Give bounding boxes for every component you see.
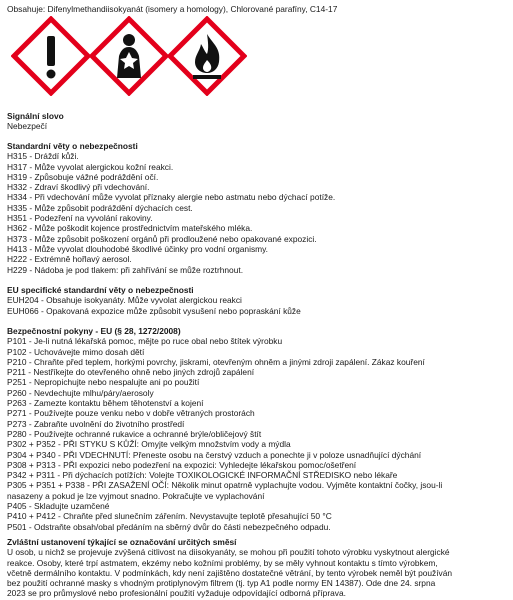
hazard-statement: H332 - Zdraví škodlivý při vdechování. [7, 182, 150, 193]
special-heading: Zvláštní ustanovení týkající se označování určitých směsí [7, 537, 237, 547]
precaution-statement: P251 - Nepropichujte nebo nespalujte ani po použití [7, 377, 200, 388]
hazard-statement: H334 - Při vdechování může vyvolat příznaky alergie nebo astmatu nebo dýchací potíže. [7, 192, 336, 203]
special-text-line: reakce. Osoby, které trpí astmatem, ekzémy nebo kožními problémy, by se měly vyhnout kontaktu s tímto výrobkem, [7, 557, 438, 568]
precaution-statement-continued: nasazeny a pokud je lze vyjmout snadno. Pokračujte ve vyplachování [7, 490, 265, 501]
precaution-statement: P280 - Používejte ochranné rukavice a ochranné brýle/obličejový štít [7, 428, 262, 439]
precaution-statement: P102 - Uchovávejte mimo dosah dětí [7, 346, 145, 357]
hazard-statement: H413 - Může vyvolat dlouhodobé škodlivé účinky pro vodní organismy. [7, 243, 269, 254]
contains-line: Obsahuje: Difenylmethandiisokyanát (isomery a homology), Chlorované parafíny, C14-17 [7, 4, 338, 14]
flame-icon [167, 16, 247, 96]
hazard-statement: H335 - Může způsobit podráždění dýchacích cest. [7, 202, 193, 213]
precaution-heading: Bezpečnostní pokyny - EU (§ 28, 1272/2008) [7, 326, 181, 336]
special-text-line: bez použití ochranné masky s vhodným protiplynovým filtrem (tj. typ A1 podle normy EN 14387). Ode dne 24. srpna [7, 578, 436, 589]
hazard-statements-section [7, 141, 507, 275]
special-text-line: 2023 se pro průmyslové nebo profesionální použití vyžaduje odpovídající odborná příprava. [7, 588, 346, 599]
signal-word: Nebezpečí [7, 121, 48, 132]
hazard-statement: H362 - Může poškodit kojence prostřednictvím mateřského mléka. [7, 223, 253, 234]
hazard-statement: H315 - Dráždí kůži. [7, 151, 79, 162]
precaution-statement: P271 - Používejte pouze venku nebo v dobře větraných prostorách [7, 408, 255, 419]
precaution-statement: P304 + P340 - PŘI VDECHNUTÍ: Přeneste osobu na čerstvý vzduch a ponechte ji v poloze usnadňující dýchání [7, 449, 422, 460]
precaution-statement: P305 + P351 + P338 - PŘI ZASAŽENÍ OČÍ: Několik minut opatrně vyplachujte vodou. Vyjměte kontaktní čočky, jsou-li [7, 480, 443, 491]
precaution-statement: P211 - Nestříkejte do otevřeného ohně nebo jiných zdrojů zapálení [7, 367, 255, 378]
euh-statement: EUH204 - Obsahuje isokyanáty. Může vyvolat alergickou reakci [7, 295, 242, 306]
hazard-statement: H351 - Podezření na vyvolání rakoviny. [7, 213, 153, 224]
precaution-statement: P273 - Zabraňte uvolnění do životního prostředí [7, 418, 185, 429]
precaution-statement: P342 + P311 - Při dýchacích potížích: Volejte TOXIKOLOGICKÉ INFORMAČNÍ STŘEDISKO nebo lékaře [7, 470, 398, 481]
hazard-statement: H222 - Extrémně hořlavý aerosol. [7, 254, 132, 265]
special-text-line: U osob, u nichž se projevuje zvýšená citlivost na diisokyanáty, se mohou při použití tohoto výrobku vyskytnout alergické [7, 547, 450, 558]
hazard-heading: Standardní věty o nebezpečnosti [7, 141, 138, 151]
precaution-statement: P210 - Chraňte před teplem, horkými povrchy, jiskrami, otevřeným ohněm a jinými zdroji zapálení. Zákaz kouření [7, 356, 425, 367]
euh-statements-section [7, 285, 507, 316]
hazard-statement: H317 - Může vyvolat alergickou kožní reakci. [7, 161, 174, 172]
special-text-line: včetně dermálního kontaktu. V podmínkách, kdy není zajištěno dostatečné větrání, by tento výrobek neměl být používán [7, 567, 453, 578]
precaution-statement: P260 - Nevdechujte mlhu/páry/aerosoly [7, 387, 154, 398]
precaution-statement: P263 - Zamezte kontaktu během těhotenství a kojení [7, 398, 204, 409]
hazard-statement: H319 - Způsobuje vážné podráždění očí. [7, 171, 159, 182]
precaution-statement: P405 - Skladujte uzamčené [7, 501, 110, 512]
hazard-statement: H373 - Může způsobit poškození orgánů při prodloužené nebo opakované expozici. [7, 233, 317, 244]
health-hazard-icon [89, 16, 169, 96]
exclamation-mark-icon [11, 16, 91, 96]
precaution-statement: P101 - Je-li nutná lékařská pomoc, mějte po ruce obal nebo štítek výrobku [7, 336, 283, 347]
euh-statement: EUH066 - Opakovaná expozice může způsobit vysušení nebo popraskání kůže [7, 305, 301, 316]
signal-word-heading: Signální slovo [7, 111, 64, 121]
precautionary-statements-section [7, 326, 507, 532]
precaution-statement: P308 + P313 - PŘI expozici nebo podezření na expozici: Vyhledejte lékařskou pomoc/ošetření [7, 459, 357, 470]
special-provisions-section [7, 537, 507, 599]
signal-word-section [7, 111, 507, 132]
precaution-statement: P501 - Odstraňte obsah/obal předáním na sběrný dvůr do části nebezpečného odpadu. [7, 521, 331, 532]
hazard-statement: H229 - Nádoba je pod tlakem: při zahřívání se může roztrhnout. [7, 264, 244, 275]
precaution-statement: P410 + P412 - Chraňte před slunečním zářením. Nevystavujte teplotě přesahující 50 °C [7, 511, 332, 522]
euh-heading: EU specifické standardní věty o nebezpečnosti [7, 285, 194, 295]
precaution-statement: P302 + P352 - PŘI STYKU S KŮŽÍ: Omyjte velkým množstvím vody a mýdla [7, 439, 291, 450]
